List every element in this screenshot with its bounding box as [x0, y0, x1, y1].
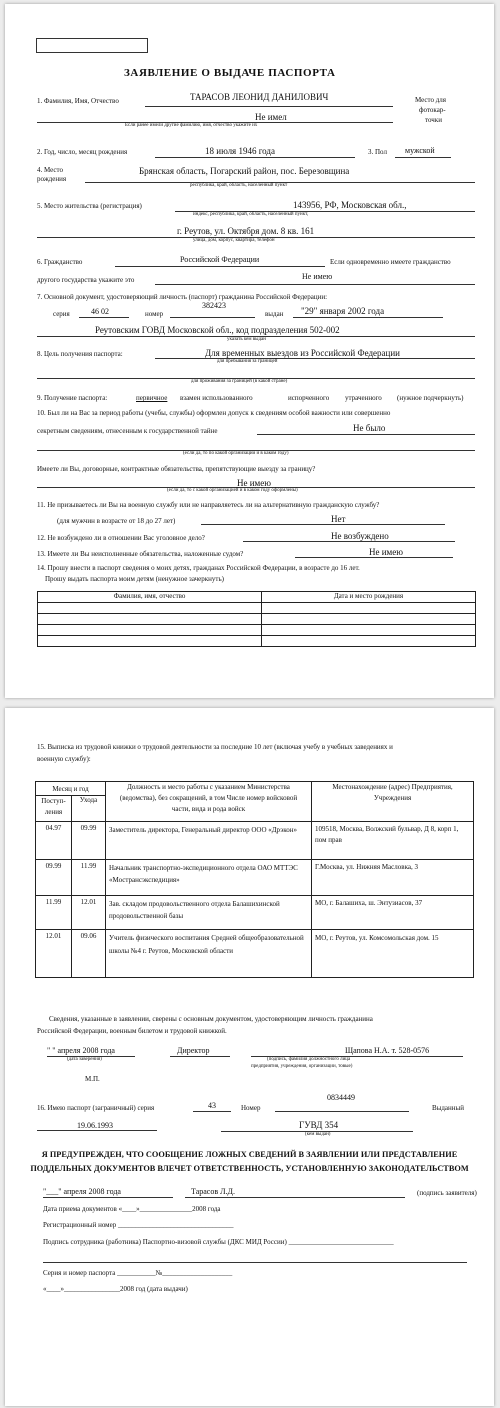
table-row — [36, 930, 474, 978]
row-start[interactable]: 04.97 — [36, 822, 72, 860]
signature-hint-2: предприятия, учреждения, организации, товые) — [251, 1064, 353, 1069]
children-header-birth: Дата и место рождения — [262, 592, 476, 603]
header-month-year: Месяц и год — [36, 782, 106, 796]
field-4-hint: республика, край, область, населенный пункт — [190, 183, 288, 188]
full-name-value[interactable]: ТАРАСОВ ЛЕОНИД ДАНИЛОВИЧ — [190, 92, 329, 102]
header-end: Ухода — [72, 796, 106, 822]
birth-date-value[interactable]: 18 июля 1946 года — [205, 146, 275, 156]
children-cell[interactable] — [262, 603, 476, 614]
field-10-line-2: секретным сведениям, отнесенным к государственной тайне — [37, 427, 218, 435]
field-10-hint: (если да, то по какой организации и в каком году) — [183, 451, 289, 456]
stamp-place: М.П. — [85, 1075, 100, 1083]
row-location[interactable]: Г.Москва, ул. Нижняя Масловка, 3 — [312, 860, 474, 896]
certification-date-hint: (дата заверения) — [67, 1057, 102, 1062]
signature-hint-1: (подпись, фамилия должностного лица — [267, 1057, 351, 1062]
field-9-label: 9. Получение паспорта: — [37, 394, 108, 402]
military-value[interactable]: Нет — [331, 514, 346, 524]
field-4-label-1: 4. Место — [37, 166, 63, 174]
children-cell[interactable] — [38, 614, 262, 625]
option-lost[interactable]: утраченного — [345, 394, 382, 402]
option-replacement[interactable]: взамен использованного — [180, 394, 253, 402]
field-3-label: 3. Пол — [368, 148, 387, 156]
field-14-line-2: Прошу выдать паспорта моим детям (ненужное зачеркнуть) — [45, 575, 225, 583]
sex-value[interactable]: мужской — [405, 146, 435, 155]
children-table — [37, 591, 476, 647]
row-position[interactable]: Зав. складом продовольственного отдела Балашихинской продовольственной базы — [106, 896, 312, 930]
verification-line-1: Сведения, указанные в заявлении, сверены с основным документом, удостоверяющим личность гражданина — [49, 1015, 373, 1023]
field-1-label: 1. Фамилия, Имя, Отчество — [37, 97, 119, 105]
foreign-passport-number[interactable]: 0834449 — [327, 1093, 355, 1102]
field-13-label: 13. Имеете ли Вы неисполненные обязательства, наложенные судом? — [37, 550, 244, 558]
field-5-hint-1: индекс, республика, край, область, населенный пункт, — [193, 212, 309, 217]
header-position: Должность и место работы с указанием Министерства (ведомства), без сокращений, в том Числе номер войсковой части, вида и рода войск — [106, 782, 312, 822]
foreign-passport-series[interactable]: 43 — [208, 1101, 216, 1110]
foreign-passport-issuer[interactable]: ГУВД 354 — [299, 1120, 339, 1130]
field-8-hint-1: для пребывания за границей — [217, 359, 278, 364]
children-cell[interactable] — [262, 614, 476, 625]
children-cell[interactable] — [262, 625, 476, 636]
form-title: ЗАЯВЛЕНИЕ О ВЫДАЧЕ ПАСПОРТА — [124, 67, 336, 79]
registration-number-line[interactable]: Регистрационный номер _________________________________ — [43, 1221, 234, 1229]
applicant-name[interactable]: Тарасов Л.Д. — [191, 1187, 235, 1196]
foreign-passport-issuer-hint: (кем выдан) — [305, 1132, 331, 1137]
issue-date-value[interactable]: "29" января 2002 года — [301, 306, 385, 316]
verification-line-2: Российской Федерации, военным билетом и трудовой книжкой. — [37, 1027, 227, 1035]
address-line-1[interactable]: 143956, РФ, Московская обл., — [293, 200, 407, 210]
purpose-value[interactable]: Для временных выездов из Российской Федерации — [205, 348, 400, 358]
issued-by-value[interactable]: Реутовским ГОВД Московской обл., код подразделения 502-002 — [95, 325, 340, 335]
row-location[interactable]: МО, г. Балашиха, ш. Энтузиасов, 37 — [312, 896, 474, 930]
field-15-line-1: 15. Выписка из трудовой книжки о трудовой деятельности за последние 10 лет (включая учебу в учебных заведениях и — [37, 743, 393, 751]
series-value[interactable]: 46 02 — [91, 307, 109, 316]
header-start: Поступ-ления — [36, 796, 72, 822]
citizenship-value[interactable]: Российской Федерации — [180, 255, 260, 264]
field-12-label: 12. Не возбуждено ли в отношении Вас уголовное дело? — [37, 534, 205, 542]
field-1-hint: Если ранее имели другие фамилию, имя, отчество укажите их — [125, 123, 258, 128]
receipt-date-line[interactable]: Дата приема документов «____»_______________2008 года — [43, 1205, 221, 1213]
row-start[interactable]: 11.99 — [36, 896, 72, 930]
field-15-line-2: военную службу): — [37, 755, 91, 763]
field-6-question-1: Если одновременно имеете гражданство — [330, 258, 451, 266]
field-7-label: 7. Основной документ, удостоверяющий личность (паспорт) гражданина Российской Федерации: — [37, 293, 328, 301]
row-end[interactable]: 11.99 — [72, 860, 106, 896]
birth-place-value[interactable]: Брянская область, Погарский район, пос. Березовщина — [139, 166, 350, 176]
row-location[interactable]: 109518, Москва, Волжский бульвар, Д 8, корп 1, пом прав — [312, 822, 474, 860]
certifier-position[interactable]: Директор — [177, 1046, 210, 1055]
foreign-passport-number-label: Номер — [241, 1104, 261, 1112]
passport-series-number-line[interactable]: Серия и номер паспорта ___________№____________________ — [43, 1269, 233, 1277]
field-6-label: 6. Гражданство — [37, 258, 83, 266]
row-end[interactable]: 09.99 — [72, 822, 106, 860]
field-7-hint: указать кем выдан — [227, 337, 266, 342]
field-8-label: 8. Цель получения паспорта: — [37, 350, 123, 358]
field-9-note: (нужное подчеркнуть) — [397, 394, 464, 402]
obligations-question: Имеете ли Вы, договорные, контрактные обязательства, препятствующие выезду за границу? — [37, 465, 316, 473]
court-obligations-value[interactable]: Не имею — [369, 547, 403, 557]
photo-place-line3: точки — [425, 116, 442, 124]
series-label: серия — [53, 310, 70, 318]
employment-table — [35, 781, 474, 978]
certifier-name[interactable]: Щапова Н.А. т. 528-0576 — [345, 1046, 430, 1055]
row-position[interactable]: Заместитель директора, Генеральный директор ООО «Дрэкон» — [106, 822, 312, 860]
foreign-passport-date[interactable]: 19.06.1993 — [77, 1121, 113, 1130]
criminal-case-value[interactable]: Не возбуждено — [331, 531, 389, 541]
children-cell[interactable] — [262, 636, 476, 647]
table-row — [36, 822, 474, 860]
applicant-signature-label: (подпись заявителя) — [417, 1189, 477, 1197]
field-10-line-1: 10. Был ли на Вас за период работы (учебы, службы) оформлен допуск к сведениям особой важности или совершенно — [37, 409, 391, 417]
field-11-sub: (для мужчин в возрасте от 18 до 27 лет) — [57, 517, 176, 525]
field-14-line-1: 14. Прошу внести в паспорт сведения о моих детях, гражданах Российской Федерации, в возрасте до 16 лет. — [37, 564, 360, 572]
row-position[interactable]: Начальник транспортно-экспедиционного отдела ОАО МТТЭС «Мострансэкспедиция» — [106, 860, 312, 896]
warning-line-1: Я ПРЕДУПРЕЖДЕН, ЧТО СООБЩЕНИЕ ЛОЖНЫХ СВЕДЕНИЙ В ЗАЯВЛЕНИИ ИЛИ ПРЕДСТАВЛЕНИЕ — [41, 1150, 458, 1159]
children-cell[interactable] — [38, 603, 262, 614]
option-damaged[interactable]: испорченного — [288, 394, 330, 402]
photo-place-line2: фотокар- — [419, 106, 446, 114]
table-row — [36, 896, 474, 930]
employee-signature-line[interactable]: Подпись сотрудника (работника) Паспортно-визовой службы (ДКС МИД России) ______________________________ — [43, 1238, 394, 1246]
row-location[interactable]: МО, г. Реутов, ул. Комсомольская дом. 15 — [312, 930, 474, 978]
other-citizenship-value[interactable]: Не имею — [302, 272, 333, 281]
row-end[interactable]: 09.06 — [72, 930, 106, 978]
field-6-question-2: другого государства укажите это — [37, 276, 135, 284]
clearance-value[interactable]: Не было — [353, 423, 386, 433]
field-11-label: 11. Не призываетесь ли Вы на военную службу или не направляетесь ли на альтернативную гражданскую службу? — [37, 501, 380, 509]
address-line-2[interactable]: г. Реутов, ул. Октября дом. 8 кв. 161 — [177, 226, 315, 236]
field-2-label: 2. Год, число, месяц рождения — [37, 148, 128, 156]
issued-label: выдан — [265, 310, 284, 318]
header-location: Местонахождение (адрес) Предприятия, Учреждения — [312, 782, 474, 822]
warning-line-2: ПОДДЕЛЬНЫХ ДОКУМЕНТОВ ВЛЕЧЕТ ОТВЕТСТВЕННОСТЬ, УСТАНОВЛЕННУЮ ЗАКОНОДАТЕЛЬСТВОМ — [30, 1164, 469, 1173]
foreign-passport-issued-label: Выданный — [432, 1104, 464, 1112]
field-8-hint-2: для проживания за границей (в какой стране) — [191, 379, 288, 384]
form-page-2 — [5, 708, 494, 1406]
form-page-1 — [5, 4, 494, 698]
row-start[interactable]: 09.99 — [36, 860, 72, 896]
registration-number-box[interactable] — [36, 38, 148, 53]
field-5-hint-2: улица, дом, корпус, квартира, телефон — [193, 238, 275, 243]
row-position[interactable]: Учитель физического воспитания Средней общеобразовательной школы №4 г. Реутов, Московской области — [106, 930, 312, 978]
field-5-label: 5. Место жительства (регистрация) — [37, 202, 142, 210]
obligations-value[interactable]: Не имею — [237, 478, 271, 488]
option-first[interactable]: первичное — [136, 394, 168, 402]
previous-name-value[interactable]: Не имел — [255, 112, 287, 122]
children-header-name: Фамилия, имя, отчество — [38, 592, 262, 603]
children-cell[interactable] — [38, 636, 262, 647]
children-cell[interactable] — [38, 625, 262, 636]
obligations-hint: (если да, то с какой организацией и в каком году оформлены) — [167, 488, 298, 493]
number-value[interactable]: 382423 — [202, 301, 226, 310]
certification-date[interactable]: " " апреля 2008 года — [47, 1046, 115, 1055]
field-16-label: 16. Имею паспорт (заграничный) серия — [37, 1104, 155, 1112]
row-end[interactable]: 12.01 — [72, 896, 106, 930]
field-4-label-2: рождения — [37, 175, 67, 183]
photo-place-line1: Место для — [415, 96, 447, 104]
issue-date-line[interactable]: «____»________________2008 год (дата выдачи) — [43, 1285, 188, 1293]
table-row — [36, 860, 474, 896]
row-start[interactable]: 12.01 — [36, 930, 72, 978]
number-label: номер — [145, 310, 164, 318]
applicant-date[interactable]: "___" апреля 2008 года — [43, 1187, 121, 1196]
